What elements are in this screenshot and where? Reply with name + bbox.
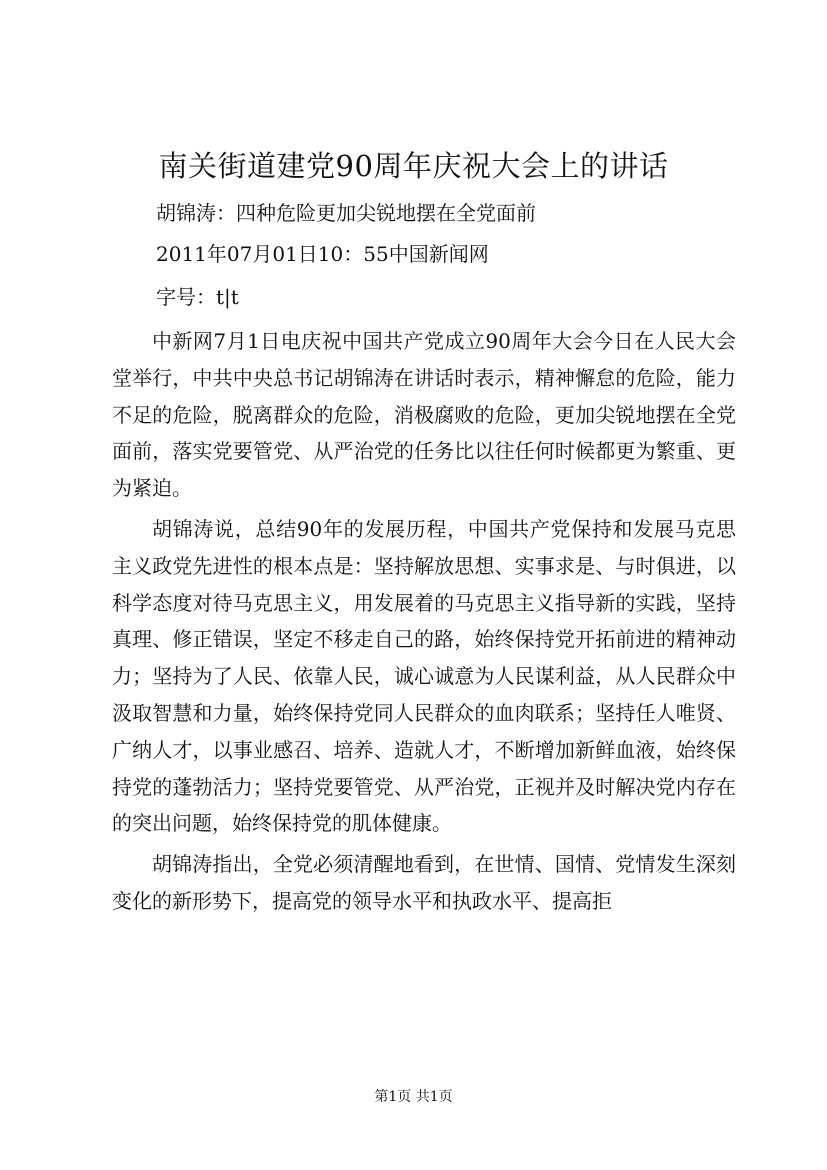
article-body xyxy=(112,323,736,924)
document-title: 南关街道建党90周年庆祝大会上的讲话 xyxy=(158,149,669,183)
font-size-label: 字号：t|t xyxy=(156,285,239,309)
subtitle: 胡锦涛：四种危险更加尖锐地摆在全党面前 xyxy=(156,201,536,225)
paragraph: 胡锦涛指出，全党必须清醒地看到，在世情、国情、党情发生深刻变化的新形势下，提高党的领导水平和执政水平、提高拒 xyxy=(112,852,736,913)
paragraph: 中新网7月1日电庆祝中国共产党成立90周年大会今日在人民大会堂举行，中共中央总书记胡锦涛在讲话时表示，精神懈怠的危险，能力不足的危险，脱离群众的危险，消极腐败的危险，更加尖锐地摆在全党面前，落实党要管党、从严治党的任务比以往任何时候都更为繁重、更为紧迫。 xyxy=(112,329,736,501)
dateline: 2011年07月01日10：55中国新闻网 xyxy=(156,242,489,266)
page-footer: 第1页 共1页 xyxy=(374,1089,453,1105)
paragraph: 胡锦涛说，总结90年的发展历程，中国共产党保持和发展马克思主义政党先进性的根本点是：坚持解放思想、实事求是、与时俱进，以科学态度对待马克思主义，用发展着的马克思主义指导新的实践，坚持真理、修正错误，坚定不移走自己的路，始终保持党开拓前进的精神动力；坚持为了人民、依靠人民，诚心诚意为人民谋利益，从人民群众中汲取智慧和力量，始终保持党同人民群众的血肉联系；坚持任人唯贤、广纳人才，以事业感召、培养、造就人才，不断增加新鲜血液，始终保持党的蓬勃活力；坚持党要管党、从严治党，正视并及时解决党内存在的突出问题，始终保持党的肌体健康。 xyxy=(112,516,736,836)
